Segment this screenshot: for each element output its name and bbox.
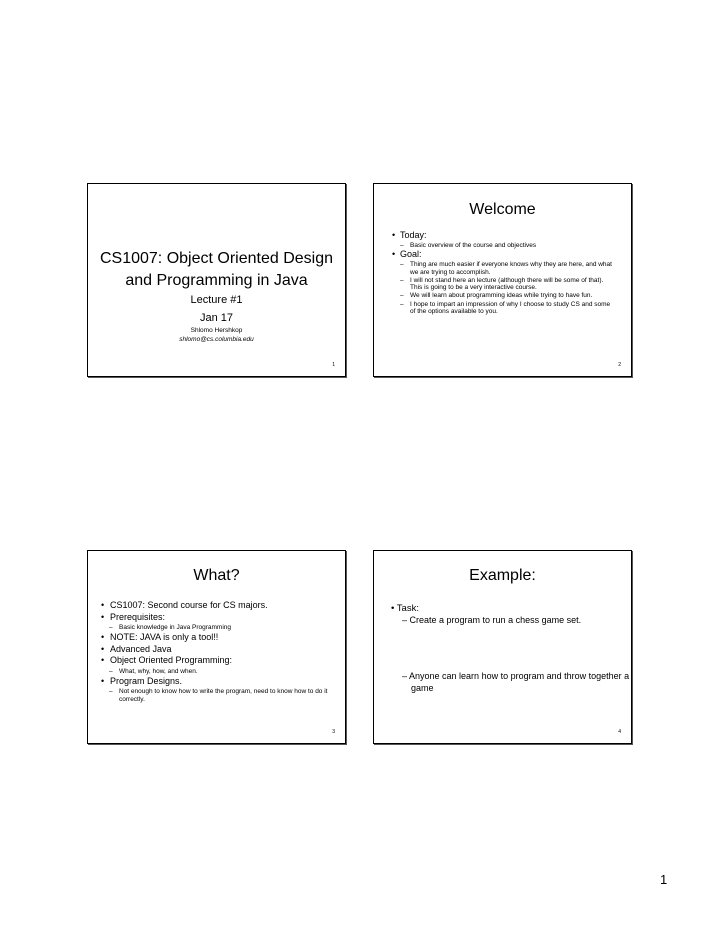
slide-4 — [373, 550, 632, 744]
slide-number: 4 — [618, 729, 621, 735]
sub-bullet: – Basic overview of the course and objectives — [400, 242, 537, 249]
page-number: 1 — [660, 872, 668, 887]
slide-title: Welcome — [469, 201, 536, 218]
sub-bullet: – Create a program to run a chess game set. — [402, 615, 582, 625]
sub-bullet: – What, why, how, and when. — [109, 667, 198, 675]
sub-bullet: – We will learn about programming ideas while trying to have fun. — [400, 292, 593, 300]
slide-title: What? — [193, 567, 240, 584]
sub-bullet: – Anyone can learn how to program and throw together a game — [402, 671, 630, 693]
bullet: • NOTE: JAVA is only a tool!! — [101, 632, 219, 642]
sub-bullet: – Not enough to know how to write the program, need to know how to do it correctly. — [109, 688, 328, 703]
sub-bullet: – I will not stand here an lecture (although there will be some of that). This is going to be a very interactive course. — [400, 276, 604, 292]
bullet: • CS1007: Second course for CS majors. — [101, 600, 268, 610]
author-email: shlomo@cs.columbia.edu — [179, 336, 254, 343]
bullet: • Program Designs. — [101, 675, 183, 686]
slide-number: 2 — [618, 362, 621, 368]
bullet: • Advanced Java — [101, 643, 172, 654]
bullet: • Task: — [391, 603, 419, 614]
slide-number: 3 — [332, 729, 335, 735]
bullet: • Goal: — [392, 249, 422, 260]
slide-number: 1 — [332, 362, 335, 368]
slide-body — [101, 600, 331, 704]
slide-1 — [87, 183, 346, 377]
author-name: Shlomo Hershkop — [190, 327, 243, 334]
slide-2 — [373, 183, 632, 377]
bullet: • Object Oriented Programming: — [101, 655, 233, 665]
sub-bullet: – Basic knowledge in Java Programming — [109, 624, 231, 631]
title-line-2: and Programming in Java — [125, 272, 308, 289]
slide-1-title — [88, 248, 345, 292]
lecture-date: Jan 17 — [199, 312, 234, 324]
lecture-label: Lecture #1 — [190, 294, 243, 306]
sub-bullet: – Thing are much easier if everyone knows why they are here, and what we are trying to accomplish. — [400, 261, 612, 276]
slide-3 — [87, 550, 346, 744]
sub-bullet: – I hope to impart an impression of why I choose to study CS and some of the options available to you. — [400, 300, 611, 316]
title-line-1: CS1007: Object Oriented Design — [99, 250, 333, 267]
bullet: • Prerequisites: — [101, 611, 166, 622]
slide-title: Example: — [469, 567, 536, 584]
bullet: • Today: — [392, 230, 427, 240]
slide-body — [392, 230, 617, 315]
